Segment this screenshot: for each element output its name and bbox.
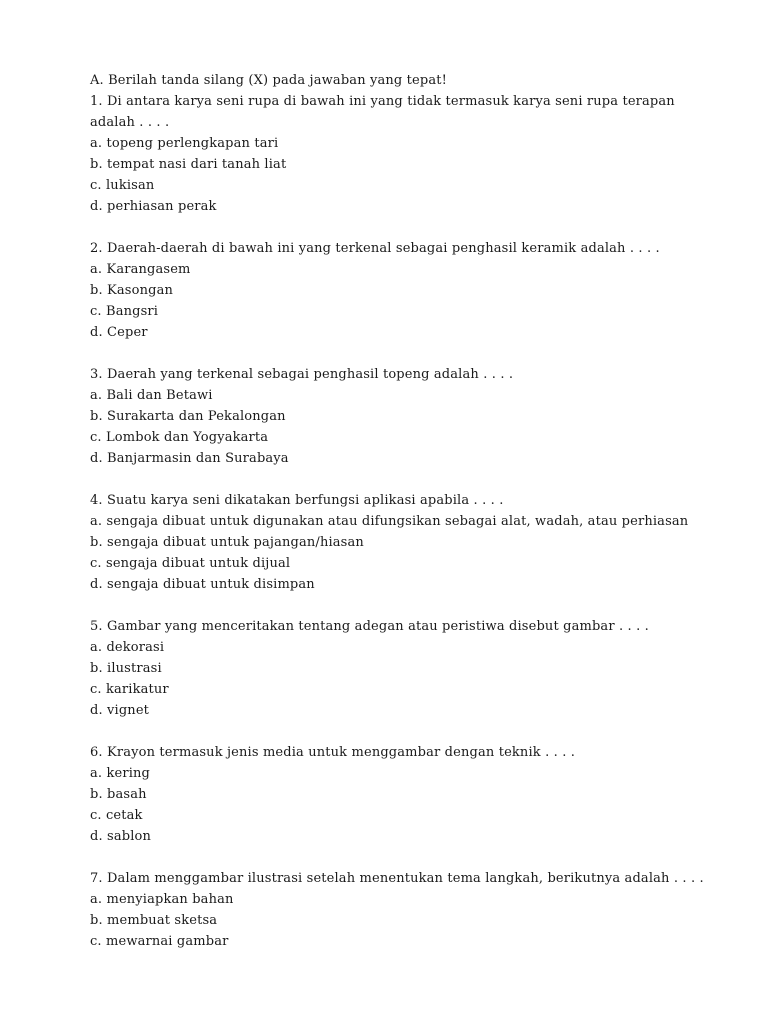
question-3-option-a: a. Bali dan Betawi: [90, 388, 213, 403]
question-5-option-c: c. karikatur: [90, 682, 169, 697]
question-7-option-a: a. menyiapkan bahan: [90, 892, 234, 907]
question-3-option-d: d. Banjarmasin dan Surabaya: [90, 451, 289, 466]
question-4-option-b: b. sengaja dibuat untuk pajangan/hiasan: [90, 535, 364, 550]
question-2-text: 2. Daerah-daerah di bawah ini yang terkenal sebagai penghasil keramik adalah . . . .: [90, 241, 660, 256]
question-2-option-c: c. Bangsri: [90, 304, 159, 319]
question-2-option-b: b. Kasongan: [90, 283, 174, 298]
question-6: [90, 742, 730, 847]
question-5-text: 5. Gambar yang menceritakan tentang adegan atau peristiwa disebut gambar . . . .: [90, 619, 649, 634]
question-4: [90, 490, 730, 595]
question-1-option-b: b. tempat nasi dari tanah liat: [90, 157, 287, 172]
question-7-option-b: b. membuat sketsa: [90, 913, 218, 928]
question-1: [90, 91, 730, 217]
question-3-option-c: c. Lombok dan Yogyakarta: [90, 430, 269, 445]
instruction-text: A. Berilah tanda silang (X) pada jawaban yang tepat!: [90, 73, 448, 88]
question-1-option-c: c. lukisan: [90, 178, 155, 193]
question-6-text: 6. Krayon termasuk jenis media untuk menggambar dengan teknik . . . .: [90, 745, 576, 760]
question-4-option-a: a. sengaja dibuat untuk digunakan atau difungsikan sebagai alat, wadah, atau perhiasan: [90, 514, 689, 529]
question-5: [90, 616, 730, 721]
question-6-option-c: c. cetak: [90, 808, 143, 823]
question-5-option-d: d. vignet: [90, 703, 150, 718]
worksheet-document: [90, 70, 730, 952]
question-4-option-c: c. sengaja dibuat untuk dijual: [90, 556, 291, 571]
question-4-option-d: d. sengaja dibuat untuk disimpan: [90, 577, 315, 592]
question-3-option-b: b. Surakarta dan Pekalongan: [90, 409, 286, 424]
question-7-text: 7. Dalam menggambar ilustrasi setelah menentukan tema langkah, berikutnya adalah . . . .: [90, 871, 704, 886]
question-1-option-d: d. perhiasan perak: [90, 199, 217, 214]
question-1-option-a: a. topeng perlengkapan tari: [90, 136, 279, 151]
question-7: [90, 868, 730, 952]
question-1-text-continued: adalah . . . .: [90, 115, 170, 130]
question-7-option-c: c. mewarnai gambar: [90, 934, 229, 949]
question-2-option-d: d. Ceper: [90, 325, 148, 340]
question-1-text: 1. Di antara karya seni rupa di bawah ini yang tidak termasuk karya seni rupa terapan: [90, 94, 675, 109]
question-3-text: 3. Daerah yang terkenal sebagai penghasil topeng adalah . . . .: [90, 367, 514, 382]
question-6-option-a: a. kering: [90, 766, 151, 781]
question-6-option-b: b. basah: [90, 787, 147, 802]
question-4-text: 4. Suatu karya seni dikatakan berfungsi aplikasi apabila . . . .: [90, 493, 504, 508]
question-2-option-a: a. Karangasem: [90, 262, 191, 277]
question-5-option-a: a. dekorasi: [90, 640, 165, 655]
question-5-option-b: b. ilustrasi: [90, 661, 162, 676]
question-2: [90, 238, 730, 343]
question-6-option-d: d. sablon: [90, 829, 152, 844]
question-3: [90, 364, 730, 469]
